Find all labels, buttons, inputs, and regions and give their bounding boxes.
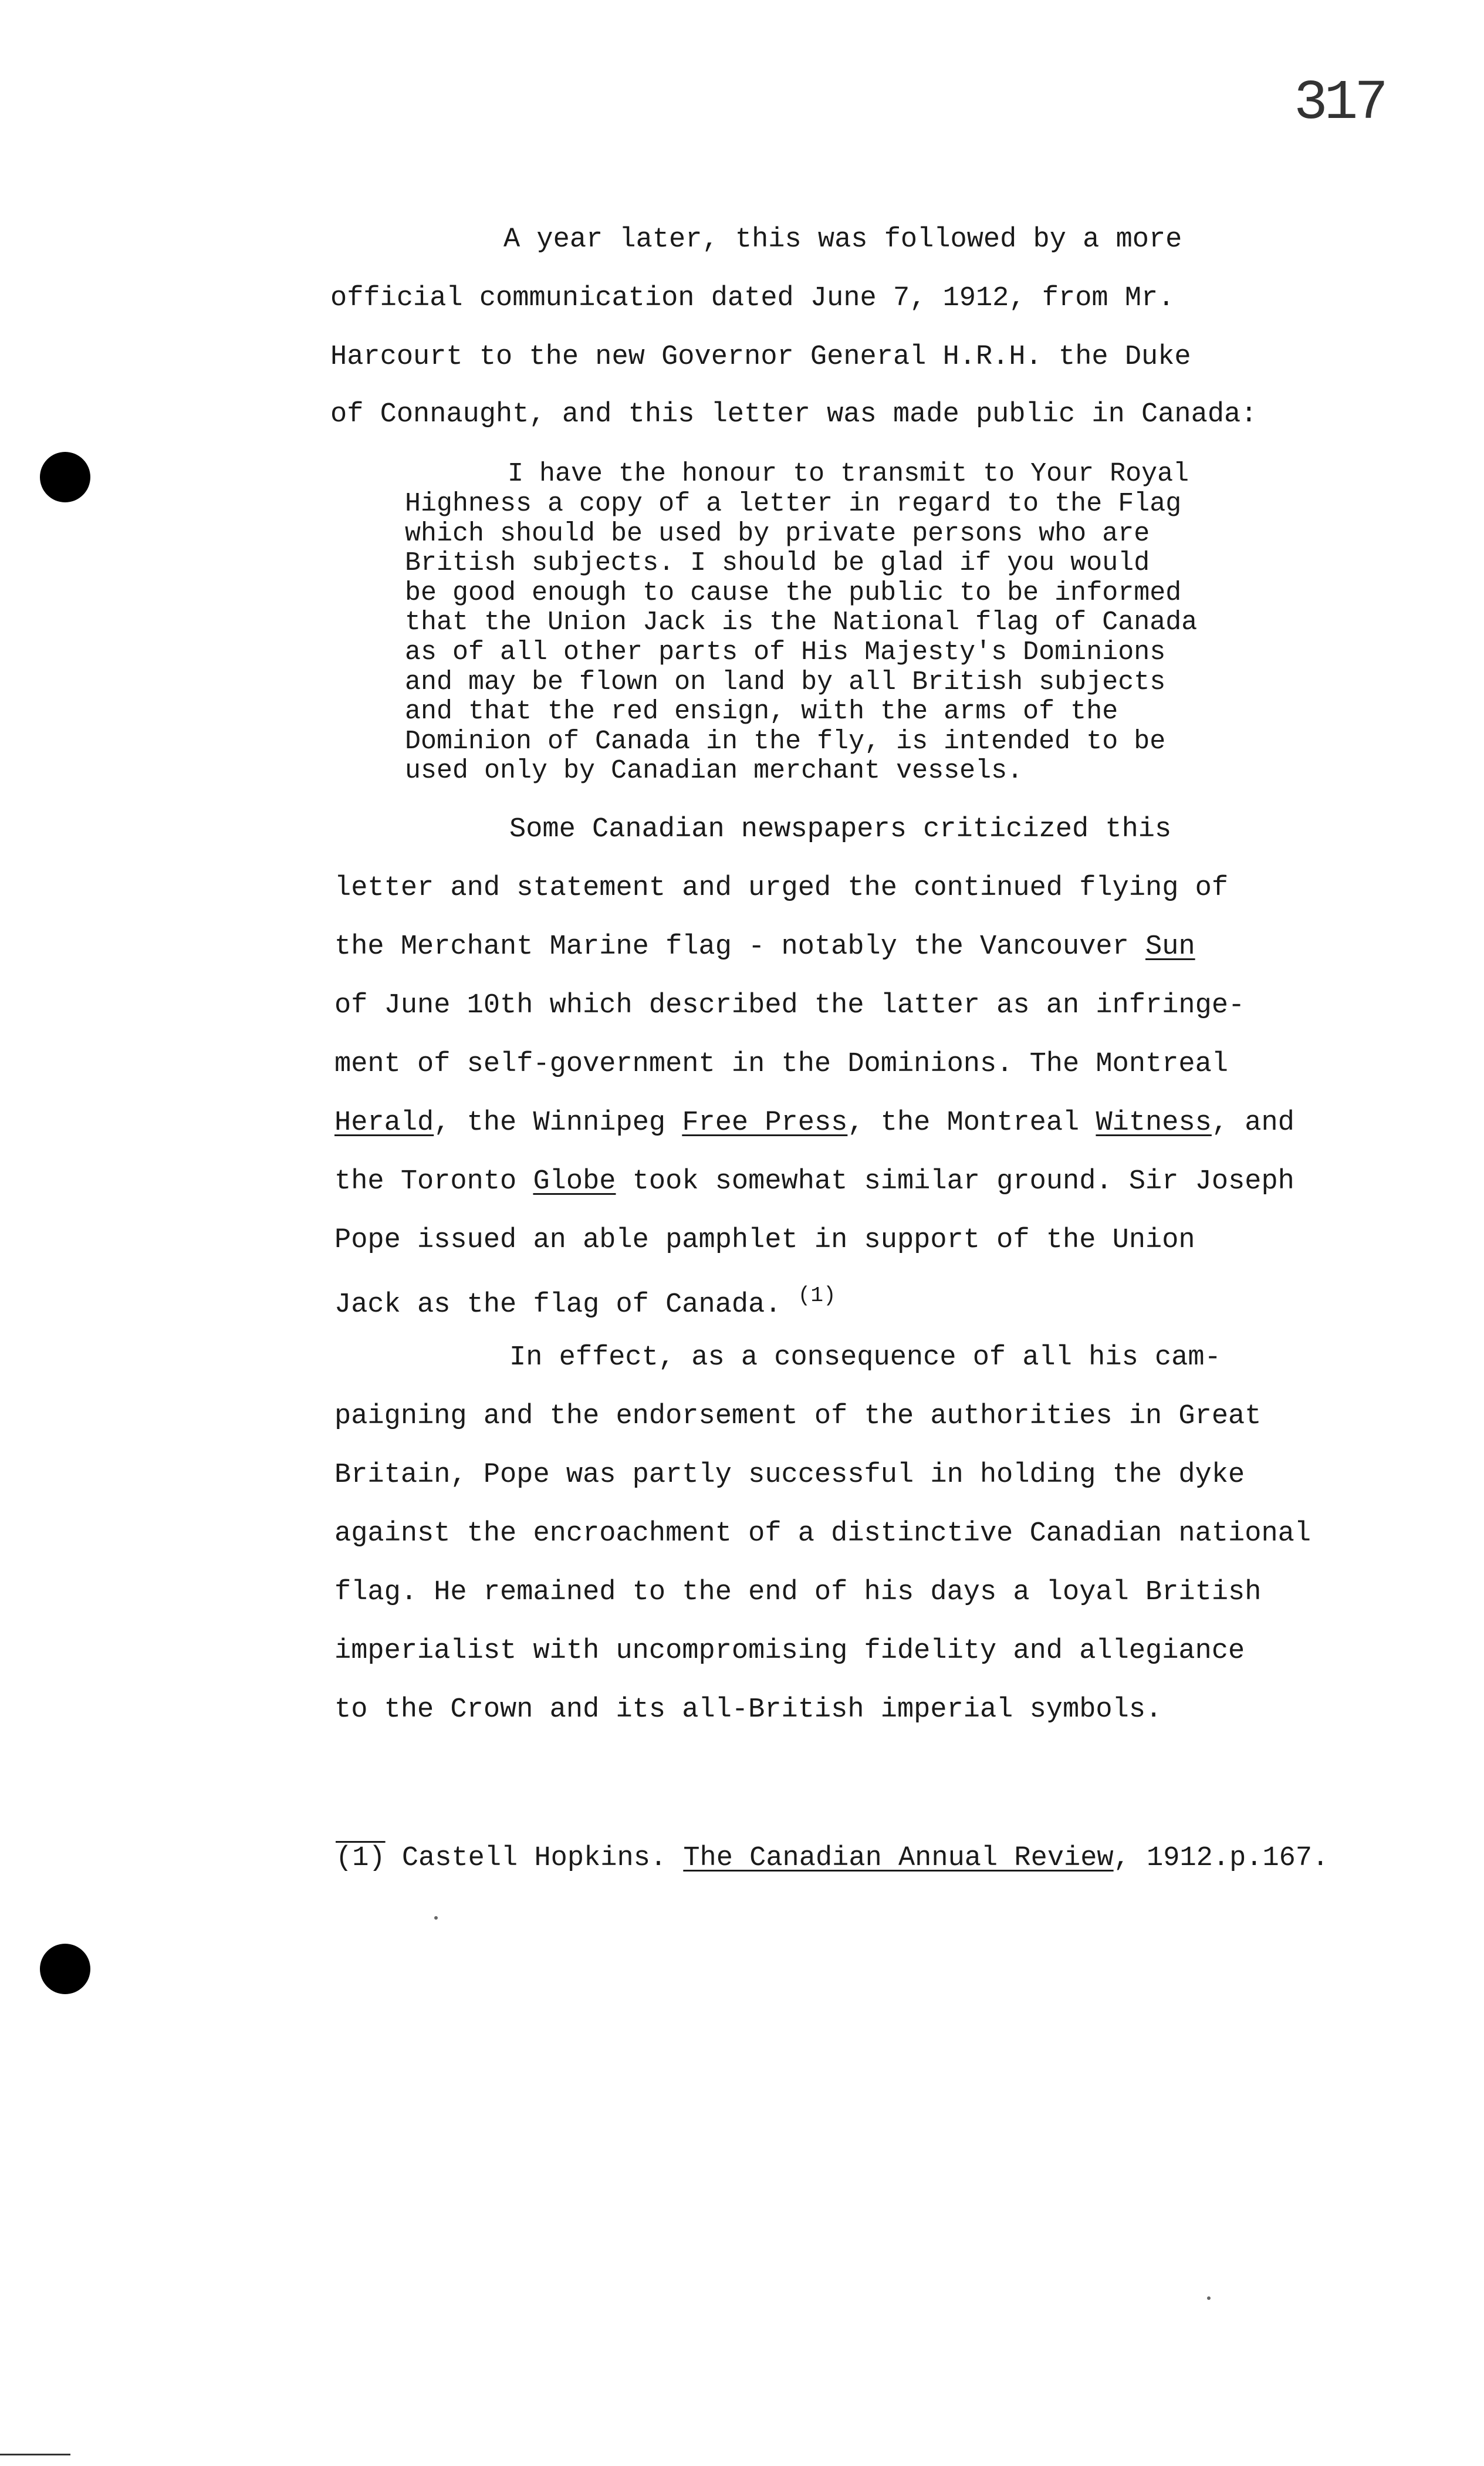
text-line: imperialist with uncompromising fidelity and allegiance (334, 1636, 1245, 1667)
text-line: Pope issued an able pamphlet in support of the Union (334, 1225, 1195, 1256)
punch-hole-bottom (40, 1944, 90, 1994)
punch-hole-top (40, 452, 90, 502)
text-segment: took somewhat similar ground. Sir Joseph (616, 1166, 1294, 1197)
newspaper-title-herald: Herald (334, 1107, 434, 1139)
text-line (334, 933, 1195, 961)
quote-line: and may be flown on land by all British subjects (405, 667, 1166, 697)
footnote-reference: (1) (797, 1283, 836, 1308)
footnote-title: The Canadian Annual Review (683, 1843, 1114, 1874)
quote-line: Dominion of Canada in the fly, is intended to be (405, 727, 1166, 756)
text-line: against the encroachment of a distinctive Canadian national (334, 1518, 1311, 1549)
text-segment: the Merchant Marine flag - notably the Vancouver (334, 931, 1146, 962)
quote-line: that the Union Jack is the National flag of Canada (405, 607, 1198, 637)
footnote-marker: (1) (336, 1843, 386, 1874)
text-line: Harcourt to the new Governor General H.R.H. the Duke (330, 342, 1191, 373)
text-segment: Jack as the flag of Canada. (334, 1289, 798, 1320)
quote-line: and that the red ensign, with the arms of the (405, 697, 1118, 727)
footnote (336, 1845, 1328, 1872)
text-line: of June 10th which described the latter as an infringe- (334, 990, 1245, 1021)
quote-line: be good enough to cause the public to be informed (405, 578, 1182, 608)
text-line: of Connaught, and this letter was made public in Canada: (330, 399, 1257, 430)
footnote-author: Castell Hopkins. (385, 1843, 684, 1874)
text-segment: , the Winnipeg (434, 1107, 682, 1139)
text-line: letter and statement and urged the continued flying of (334, 873, 1229, 904)
newspaper-title-witness: Witness (1096, 1107, 1212, 1139)
quote-line: I have the honour to transmit to Your Royal (508, 459, 1189, 489)
text-line: Some Canadian newspapers criticized this (509, 814, 1172, 845)
text-line (334, 1109, 1294, 1137)
text-line: paigning and the endorsement of the authorities in Great (334, 1401, 1262, 1432)
text-line (334, 1285, 836, 1319)
quote-line: British subjects. I should be glad if you would (405, 548, 1150, 578)
newspaper-title-sun: Sun (1145, 931, 1195, 962)
quote-line: Highness a copy of a letter in regard to the Flag (405, 489, 1182, 519)
text-line: flag. He remained to the end of his days a loyal British (334, 1577, 1262, 1608)
speck (434, 1916, 438, 1920)
text-line: to the Crown and its all-British imperial symbols. (334, 1694, 1162, 1725)
text-line: ment of self-government in the Dominions. The Montreal (334, 1049, 1229, 1080)
text-segment: , the Montreal (847, 1107, 1096, 1139)
text-line: A year later, this was followed by a more (503, 224, 1182, 255)
text-segment: , and (1211, 1107, 1294, 1139)
footnote-rest: , 1912.p.167. (1113, 1843, 1329, 1874)
edge-mark (0, 2454, 70, 2455)
newspaper-title-free-press: Free Press (682, 1107, 848, 1139)
text-line: In effect, as a consequence of all his cam- (509, 1342, 1221, 1373)
quote-line: as of all other parts of His Majesty's Dominions (405, 637, 1166, 667)
text-segment: the Toronto (334, 1166, 533, 1197)
text-line: Britain, Pope was partly successful in holding the dyke (334, 1460, 1245, 1491)
page-number: 317 (1294, 71, 1385, 135)
quote-line: which should be used by private persons who are (405, 519, 1150, 549)
quote-line: used only by Canadian merchant vessels. (405, 756, 1023, 786)
newspaper-title-globe: Globe (533, 1166, 616, 1197)
text-line: official communication dated June 7, 1912, from Mr. (330, 283, 1175, 314)
text-line (334, 1168, 1294, 1195)
speck (1207, 2296, 1211, 2300)
